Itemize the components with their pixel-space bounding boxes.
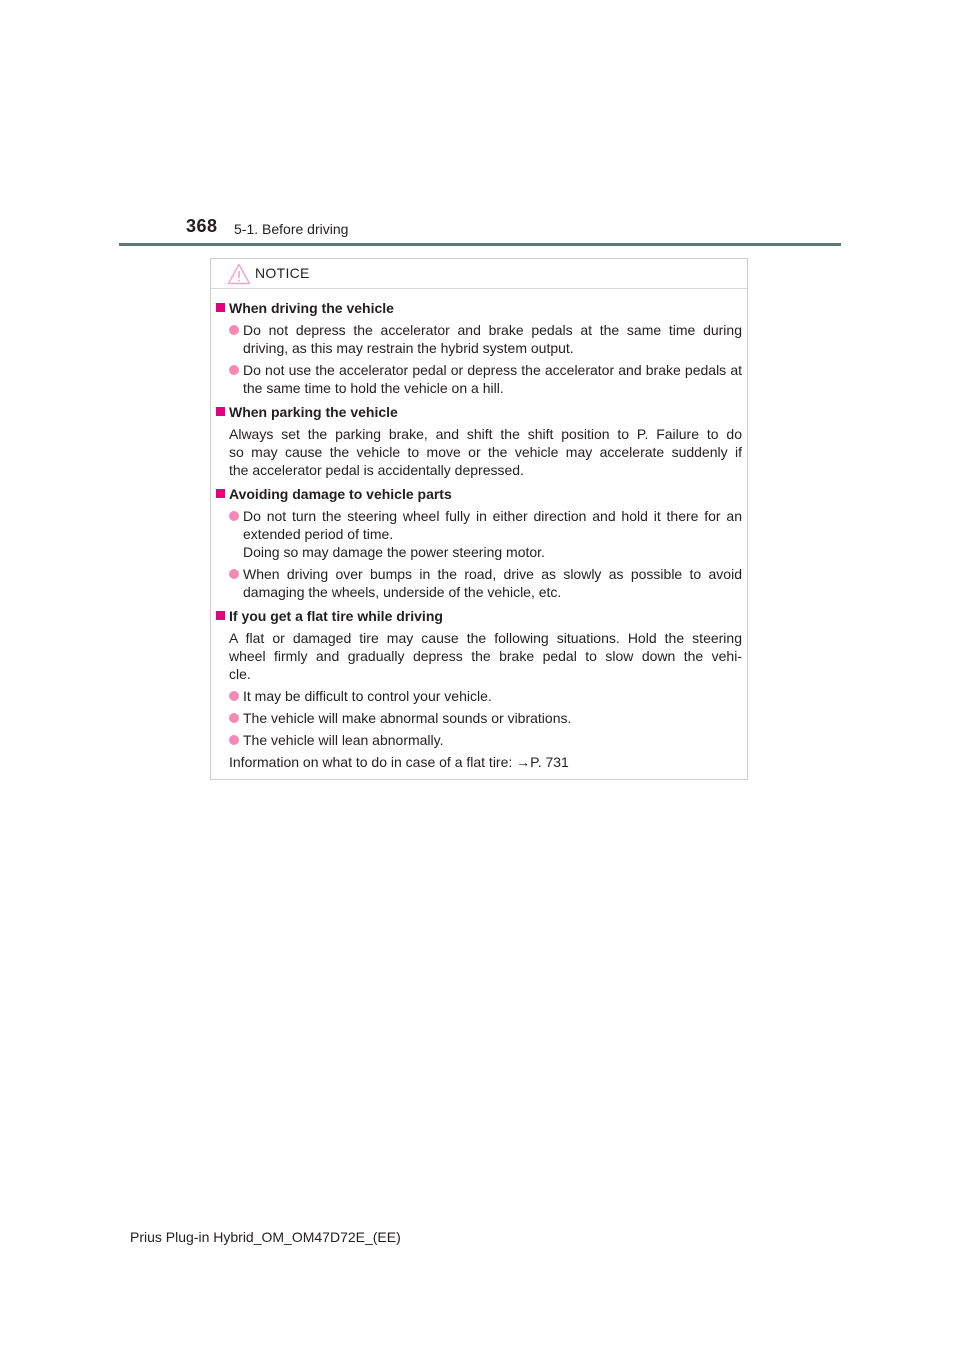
section-heading-text: When parking the vehicle (229, 404, 398, 420)
list-item (229, 321, 742, 357)
page-number: 368 (186, 216, 218, 236)
paragraph-line: the accelerator pedal is accidentally depressed. (229, 462, 524, 478)
list-item (229, 507, 742, 561)
list-item-text: The vehicle will lean abnormally. (243, 732, 444, 748)
section-heading (229, 403, 742, 421)
paragraph (229, 425, 742, 479)
dot-bullet-icon (229, 511, 239, 521)
dot-bullet-icon (229, 325, 239, 335)
section-driving (211, 299, 747, 397)
dot-bullet-icon (229, 713, 239, 723)
section-flat-tire (211, 607, 747, 771)
list-item-text: Do not use the accelerator pedal or depress the accelerator and brake pedals at the same time to hold the vehicle on a hill. (243, 362, 742, 396)
section-heading (229, 485, 742, 503)
square-bullet-icon (216, 489, 225, 498)
square-bullet-icon (216, 303, 225, 312)
section-heading-text: Avoiding damage to vehicle parts (229, 486, 452, 502)
paragraph-line: Always set the parking brake, and shift the shift position to P. Failure to do (229, 426, 742, 442)
list-item (229, 565, 742, 601)
dot-bullet-icon (229, 735, 239, 745)
list-item (229, 731, 742, 749)
footer-doc-id: Prius Plug-in Hybrid_OM_OM47D72E_(EE) (130, 1229, 401, 1245)
header-rule (119, 243, 841, 246)
list-item-text: Do not turn the steering wheel fully in either direction and hold it there for an extended period of time. (243, 508, 742, 542)
paragraph-line: cle. (229, 666, 251, 682)
section-heading (229, 607, 742, 625)
section-vehicle-parts (211, 485, 747, 601)
section-title: 5-1. Before driving (234, 221, 349, 237)
cross-reference-text: Information on what to do in case of a flat tire: →P. 731 (229, 754, 569, 770)
square-bullet-icon (216, 407, 225, 416)
warning-triangle-icon (227, 263, 251, 285)
notice-box (210, 258, 748, 780)
cross-reference (229, 753, 742, 771)
section-parking (211, 403, 747, 479)
list-item (229, 687, 742, 705)
list-item-text: Doing so may damage the power steering motor. (243, 544, 545, 560)
paragraph-line: so may cause the vehicle to move or the vehicle may accelerate suddenly if (229, 444, 742, 460)
notice-header (211, 259, 747, 289)
list-item (229, 361, 742, 397)
dot-bullet-icon (229, 365, 239, 375)
list-item-text: When driving over bumps in the road, drive as slowly as possible to avoid damaging the wheels, underside of the vehicle, etc. (243, 566, 742, 600)
square-bullet-icon (216, 611, 225, 620)
dot-bullet-icon (229, 691, 239, 701)
section-heading (229, 299, 742, 317)
paragraph (229, 629, 742, 683)
notice-body (211, 299, 747, 777)
dot-bullet-icon (229, 569, 239, 579)
paragraph-line: A flat or damaged tire may cause the following situations. Hold the steering (229, 630, 742, 646)
section-heading-text: If you get a flat tire while driving (229, 608, 443, 624)
notice-label: NOTICE (255, 265, 310, 281)
list-item-text: Do not depress the accelerator and brake pedals at the same time during driving, as this may restrain the hybrid system output. (243, 322, 742, 356)
list-item-text: The vehicle will make abnormal sounds or vibrations. (243, 710, 572, 726)
section-heading-text: When driving the vehicle (229, 300, 394, 316)
list-item (229, 709, 742, 727)
list-item-text: It may be difficult to control your vehicle. (243, 688, 492, 704)
paragraph-line: wheel firmly and gradually depress the brake pedal to slow down the vehi- (229, 648, 742, 664)
